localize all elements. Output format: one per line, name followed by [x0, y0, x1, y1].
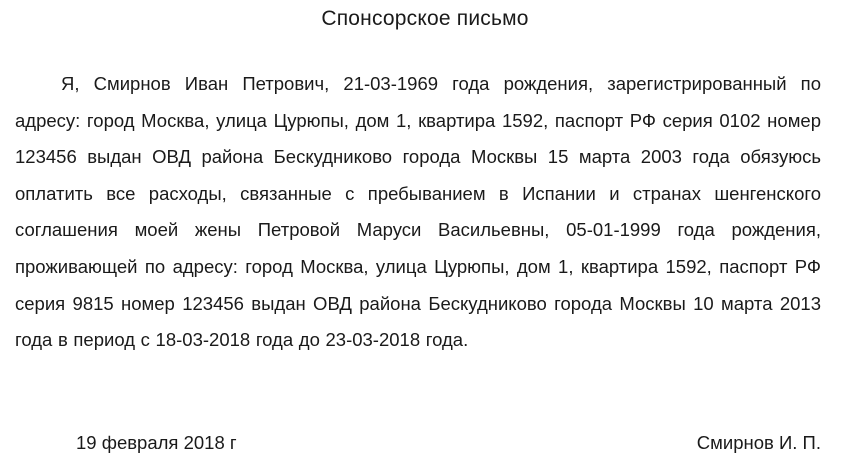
letter-date: 19 февраля 2018 г [76, 432, 237, 453]
letter-body-paragraph: Я, Смирнов Иван Петрович, 21-03-1969 года рождения, зарегистрированный по адресу: город Москва, улица Цурюпы, дом 1, квартира 1592, паспорт РФ серия 0102 номер 123456 выдан ОВД района Бескудниково города Москвы 15 марта 2003 года обязуюсь оплатить все расходы, связанные с пребыванием в Испании и странах шенгенского соглашения моей жены Петровой Маруси Васильевны, 05-01-1999 года рождения, проживающей по адресу: город Москва, улица Цурюпы, дом 1, квартира 1592, паспорт РФ серия 9815 номер 123456 выдан ОВД района Бескудниково города Москвы 10 марта 2013 года в период с 18-03-2018 года до 23-03-2018 года. [15, 73, 821, 351]
letter-signature-name: Смирнов И. П. [696, 432, 821, 453]
document-title: Спонсорское письмо [321, 7, 529, 30]
